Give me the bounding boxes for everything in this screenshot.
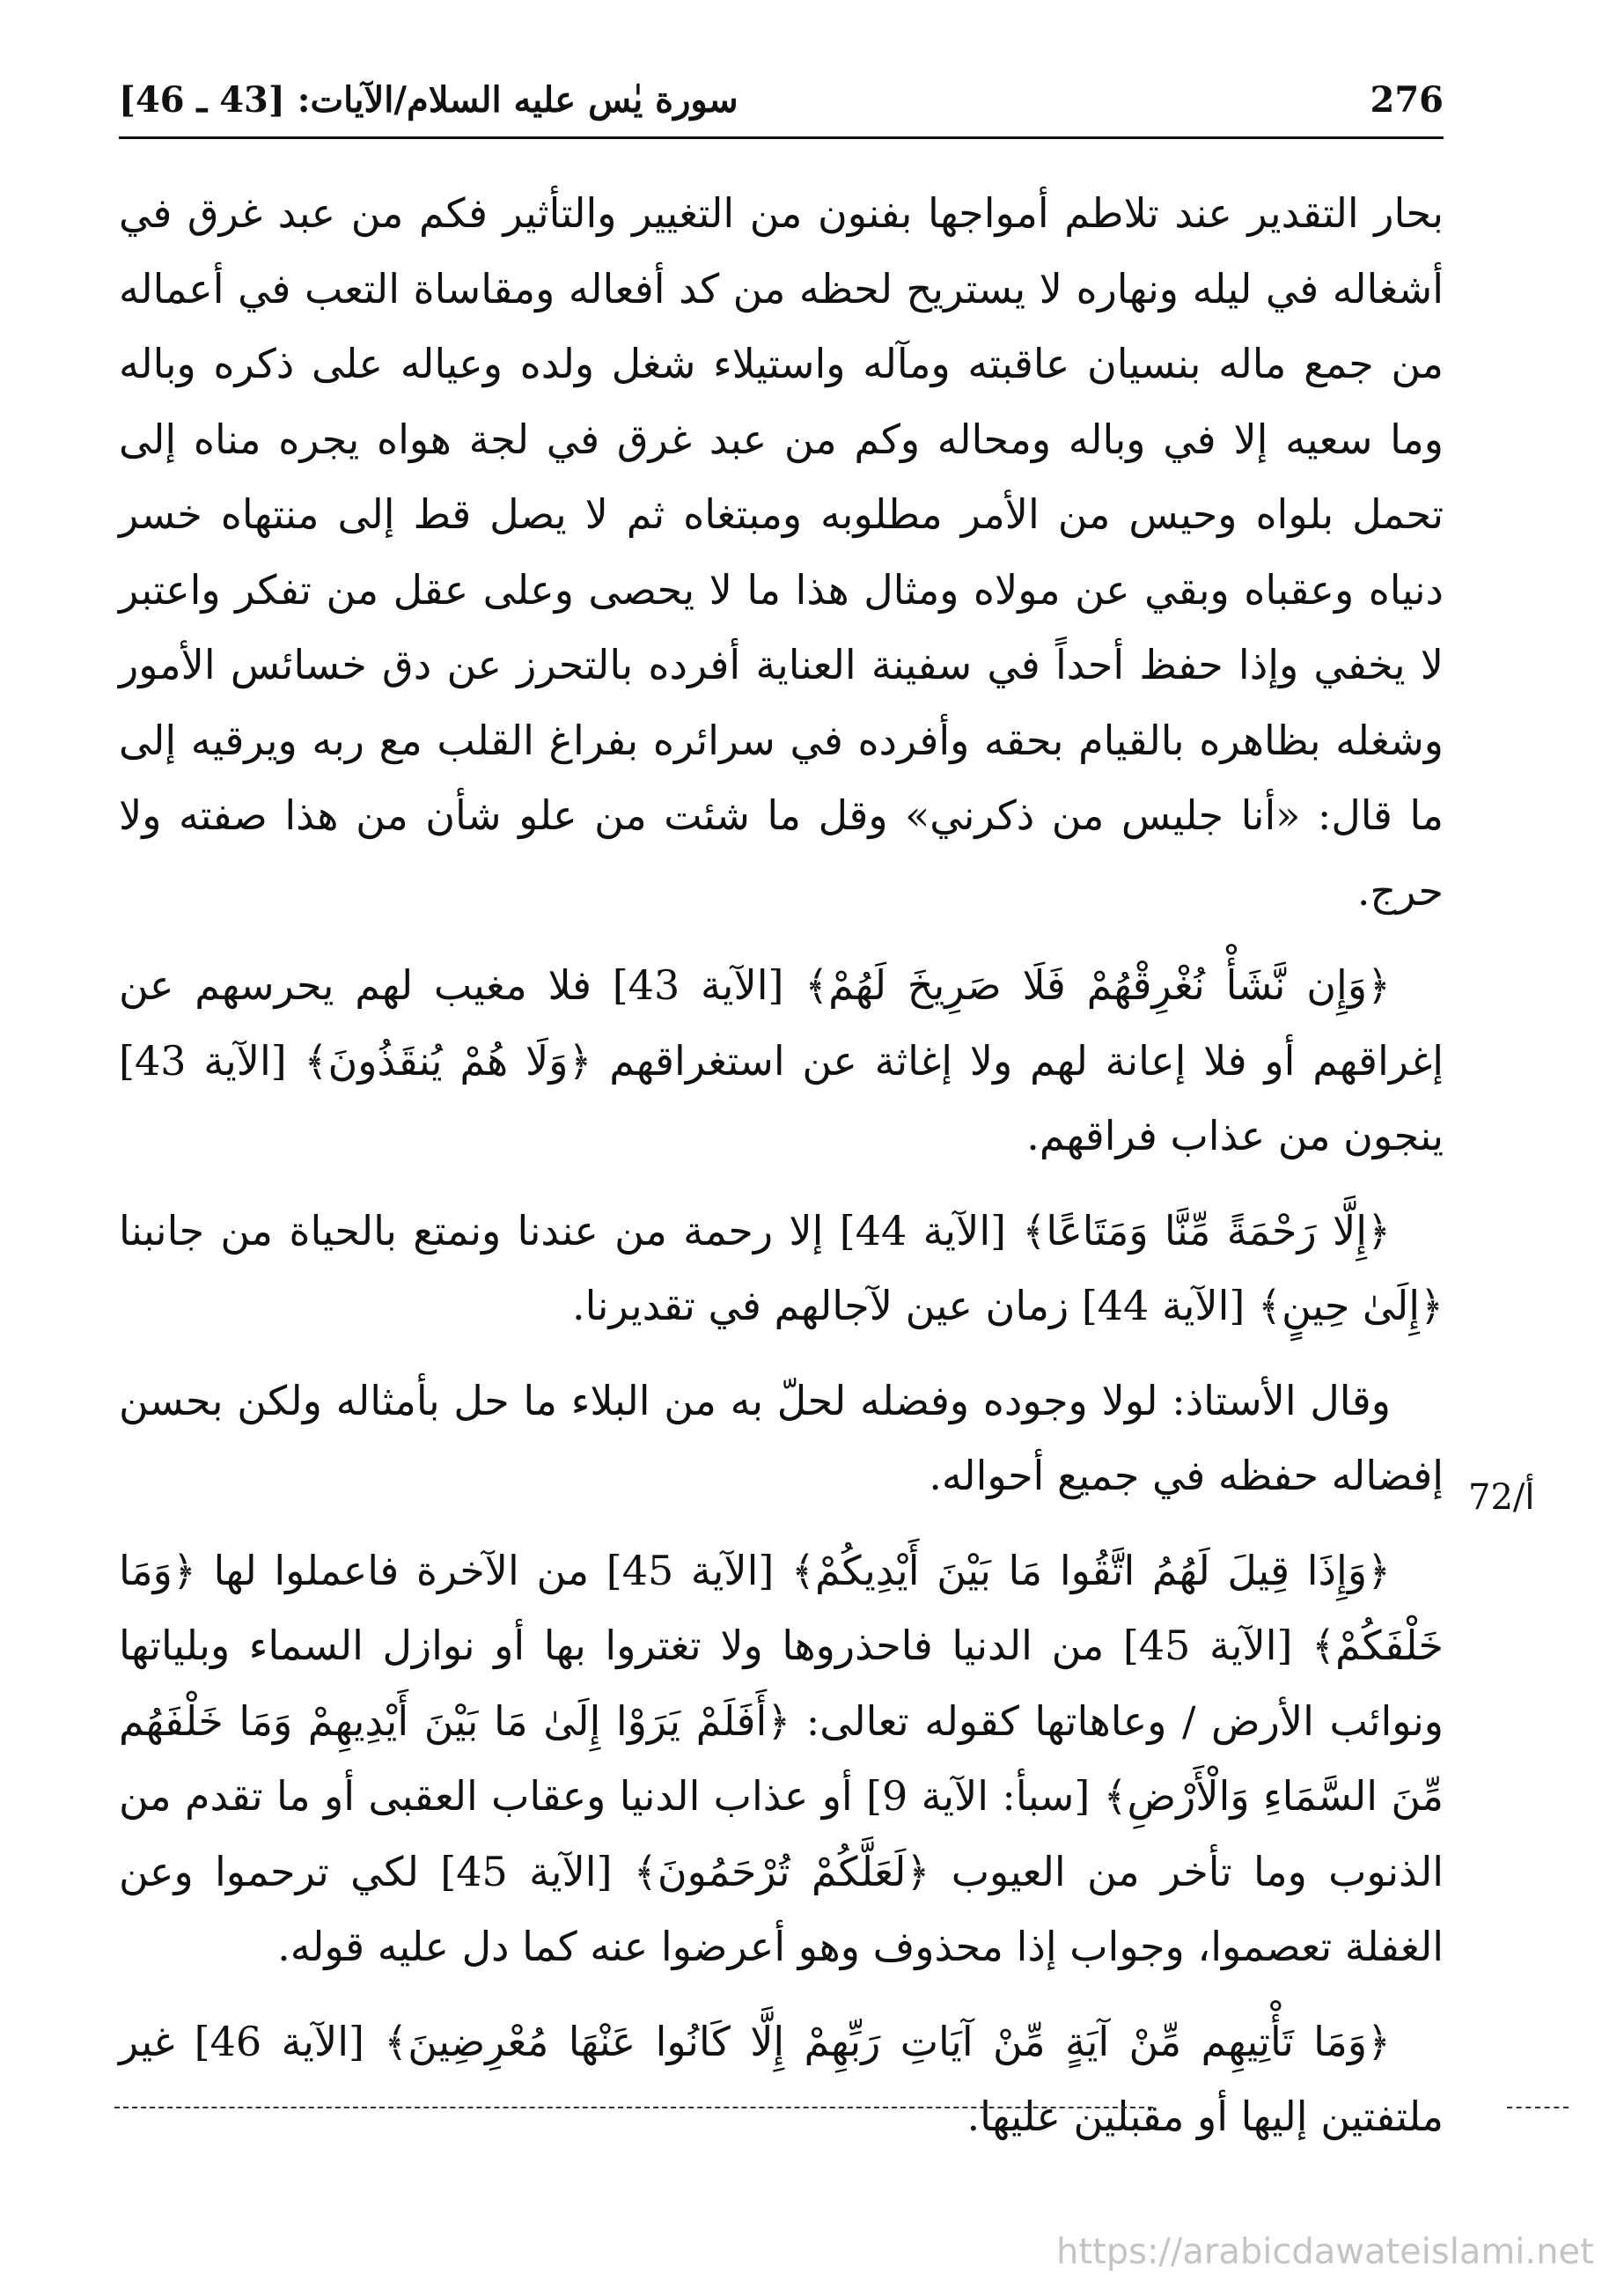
paragraph: ﴿وَمَا تَأْتِيهِم مِّنْ آيَةٍ مِّنْ آيَاتِ رَبِّهِمْ إِلَّا كَانُوا عَنْهَا مُعْرِضِينَ﴾ [الآية 46] غير ملتفتين إليها أو مقبلين عليها. [119, 2017, 1444, 2140]
header-rule [119, 136, 1444, 139]
dashed-separator-margin [1507, 2107, 1569, 2108]
page-number: 276 [1370, 79, 1444, 121]
paragraph: بحار التقدير عند تلاطم أمواجها بفنون من التغيير والتأثير فكم من عبد غرق في أشغاله في ليله ونهاره لا يستريح لحظه من كد أفعاله ومقاساة التعب في أعماله من جمع ماله بنسيان عاقبته ومآله واستيلاء شغل ولده وعياله على ذكره وباله وما سعيه إلا في وباله ومحاله وكم من عبد غرق في لجة هواه يجره مناه إلى تحمل بلواه وحيس من الأمر مطلوبه ومبتغاه ثم لا يصل قط إلى منتهاه خسر دنياه وعقباه وبقي عن مولاه ومثال هذا ما لا يحصى وعلى عقل من تفكر واعتبر لا يخفي وإذا حفظ أحداً في سفينة العناية أفرده بالتحرز عن دق خسائس الأمور وشغله بظاهره بالقيام بحقه وأفرده في سرائره بفراغ القلب مع ربه ويرقيه إلى ما قال: «أنا جليس من ذكرني» وقل ما شئت من علو شأن من هذا صفته ولا حرج. [119, 189, 1444, 915]
header-title: سورة يٰس عليه السلام/الآيات: [43 ـ 46] [119, 79, 739, 121]
running-header [119, 79, 1444, 132]
paragraph: ﴿وَإِن نَّشَأْ نُغْرِقْهُمْ فَلَا صَرِيخَ لَهُمْ﴾ [الآية 43] فلا مغيب لهم يحرسهم عن إغراقهم أو فلا إعانة لهم ولا إغاثة عن استغراقهم ﴿وَلَا هُمْ يُنقَذُونَ﴾ [الآية 43] ينجون من عذاب فراقهم. [119, 961, 1444, 1159]
paragraph: ﴿وَإِذَا قِيلَ لَهُمُ اتَّقُوا مَا بَيْنَ أَيْدِيكُمْ﴾ [الآية 45] من الآخرة فاعملوا لها ﴿وَمَا خَلْفَكُمْ﴾ [الآية 45] من الدنيا فاحذروها ولا تغتروا بها أو نوازل السماء وبلياتها ونوائب الأرض / وعاهاتها كقوله تعالى: ﴿أَفَلَمْ يَرَوْا إِلَىٰ مَا بَيْنَ أَيْدِيهِمْ وَمَا خَلْفَهُم مِّنَ السَّمَاءِ وَالْأَرْضِ﴾ [سبأ: الآية 9] أو عذاب الدنيا وعقاب العقبى أو ما تقدم من الذنوب وما تأخر من العيوب ﴿لَعَلَّكُمْ تُرْحَمُونَ﴾ [الآية 45] لكي ترحموا وعن الغفلة تعصموا، وجواب إذا محذوف وهو أعرضوا عنه كما دل عليه قوله. [119, 1546, 1444, 1970]
body-text [119, 176, 1444, 2174]
watermark-url: https://arabicdawateislami.net [1056, 2232, 1594, 2272]
paragraph: وقال الأستاذ: لولا وجوده وفضله لحلّ به من البلاء ما حل بأمثاله ولكن بحسن إفضاله حفظه في جميع أحواله. [119, 1376, 1444, 1499]
paragraph: ﴿إِلَّا رَحْمَةً مِّنَّا وَمَتَاعًا﴾ [الآية 44] إلا رحمة من عندنا ونمتع بالحياة من جانبنا ﴿إِلَىٰ حِينٍ﴾ [الآية 44] زمان عين لآجالهم في تقديرنا. [119, 1206, 1444, 1329]
dashed-separator [114, 2107, 1153, 2108]
manuscript-folio-note: 72/أ [1468, 1477, 1535, 1518]
